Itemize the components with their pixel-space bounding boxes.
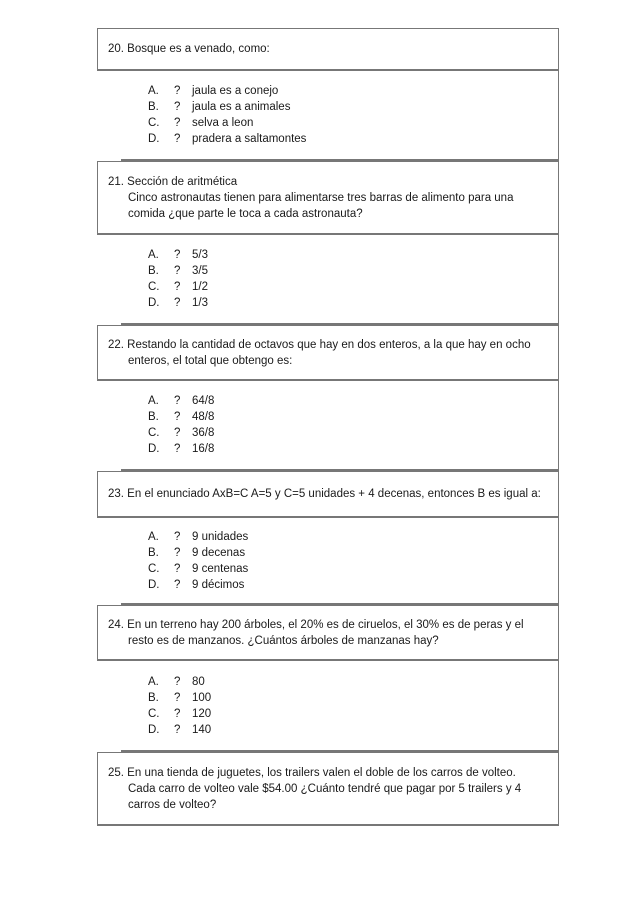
option-a[interactable]: A. ? 64/8: [148, 395, 215, 407]
option-c[interactable]: C. ? 36/8: [148, 427, 215, 439]
option-b[interactable]: B. ? 100: [148, 691, 212, 704]
checkbox-placeholder: ?: [174, 562, 181, 575]
answer-options-22: [121, 381, 559, 471]
checkbox-placeholder: ?: [174, 530, 181, 543]
option-d[interactable]: D. ? pradera a saltamontes: [148, 133, 307, 145]
question-text: 25. En una tienda de juguetes, los trailers valen el doble de los carros de volteo.: [108, 766, 516, 779]
answer-options-23: [121, 518, 559, 605]
checkbox-placeholder: ?: [174, 691, 181, 704]
checkbox-placeholder: ?: [174, 675, 181, 688]
option-c[interactable]: C. ? 1/2: [148, 281, 208, 293]
checkbox-placeholder: ?: [174, 546, 181, 559]
option-a[interactable]: A. ? 5/3: [148, 249, 208, 261]
checkbox-placeholder: ?: [174, 707, 181, 720]
question-text: 20. Bosque es a venado, como:: [108, 43, 270, 55]
option-a[interactable]: A. ? jaula es a conejo: [148, 85, 279, 97]
option-c[interactable]: C. ? selva a leon: [148, 117, 254, 129]
checkbox-placeholder: ?: [174, 578, 181, 591]
checkbox-placeholder: ?: [174, 101, 181, 113]
question-text: enteros, el total que obtengo es:: [128, 354, 293, 367]
answer-options-24: [121, 661, 559, 752]
question-text: Cinco astronautas tienen para alimentarse tres barras de alimento para una: [128, 191, 514, 204]
option-d[interactable]: D. ? 16/8: [148, 443, 215, 455]
checkbox-placeholder: ?: [174, 427, 181, 439]
checkbox-placeholder: ?: [174, 265, 181, 277]
checkbox-placeholder: ?: [174, 133, 181, 145]
option-a[interactable]: A. ? 80: [148, 675, 205, 688]
option-b[interactable]: B. ? 3/5: [148, 265, 208, 277]
option-d[interactable]: D. ? 140: [148, 723, 212, 736]
checkbox-placeholder: ?: [174, 85, 181, 97]
checkbox-placeholder: ?: [174, 297, 181, 309]
option-a[interactable]: A. ? 9 unidades: [148, 530, 249, 543]
option-d[interactable]: D. ? 9 décimos: [148, 578, 245, 591]
question-text: 22. Restando la cantidad de octavos que hay en dos enteros, a la que hay en ocho: [108, 338, 531, 351]
option-c[interactable]: C. ? 120: [148, 707, 212, 720]
question-text: 21. Sección de aritmética: [108, 175, 238, 188]
question-text: carros de volteo?: [128, 798, 217, 811]
question-text: comida ¿que parte le toca a cada astronauta?: [128, 207, 363, 220]
question-20: [97, 28, 559, 71]
checkbox-placeholder: ?: [174, 281, 181, 293]
question-24: [97, 605, 559, 661]
question-text: Cada carro de volteo vale $54.00 ¿Cuánto tendré que pagar por 5 trailers y 4: [128, 782, 522, 795]
question-text: resto es de manzanos. ¿Cuántos árboles de manzanas hay?: [128, 634, 439, 647]
option-c[interactable]: C. ? 9 centenas: [148, 562, 249, 575]
question-25: [97, 752, 559, 826]
option-b[interactable]: B. ? 48/8: [148, 411, 215, 423]
checkbox-placeholder: ?: [174, 395, 181, 407]
question-text: 23. En el enunciado AxB=C A=5 y C=5 unidades + 4 decenas, entonces B es igual a:: [108, 488, 541, 500]
question-22: [97, 325, 559, 381]
checkbox-placeholder: ?: [174, 117, 181, 129]
answer-options-20: [121, 71, 559, 161]
checkbox-placeholder: ?: [174, 411, 181, 423]
checkbox-placeholder: ?: [174, 723, 181, 736]
option-b[interactable]: B. ? 9 decenas: [148, 546, 246, 559]
option-b[interactable]: B. ? jaula es a animales: [148, 101, 291, 113]
question-text: 24. En un terreno hay 200 árboles, el 20% es de ciruelos, el 30% es de peras y el: [108, 618, 524, 631]
checkbox-placeholder: ?: [174, 443, 181, 455]
question-23: [97, 471, 559, 518]
question-21: [97, 161, 559, 235]
option-d[interactable]: D. ? 1/3: [148, 297, 208, 309]
checkbox-placeholder: ?: [174, 249, 181, 261]
answer-options-21: [121, 235, 559, 325]
